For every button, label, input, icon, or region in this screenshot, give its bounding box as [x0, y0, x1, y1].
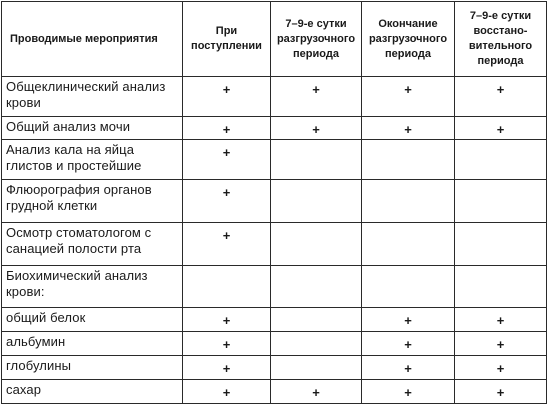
- header-unloading-days-7-9: 7–9-е сутки разгрузочного периода: [271, 2, 362, 77]
- mark-cell: [455, 223, 547, 266]
- mark-cell: +: [455, 332, 547, 356]
- mark-cell: [455, 266, 547, 308]
- mark-cell: +: [362, 77, 455, 117]
- table-row: [2, 77, 547, 117]
- mark-cell: +: [271, 380, 362, 404]
- mark-cell: +: [362, 117, 455, 140]
- mark-cell: +: [183, 380, 271, 404]
- header-recovery-days-7-9: 7–9-е сутки восстано- вительного периода: [455, 2, 547, 77]
- mark-cell: [362, 223, 455, 266]
- table-row: [2, 140, 547, 180]
- row-label: Биохимический анализ крови:: [2, 266, 183, 308]
- row-label: сахар: [2, 380, 183, 404]
- mark-cell: [362, 180, 455, 223]
- procedures-table: [1, 1, 547, 404]
- mark-cell: [455, 180, 547, 223]
- table-row: [2, 380, 547, 404]
- mark-cell: [271, 223, 362, 266]
- mark-cell: +: [183, 332, 271, 356]
- mark-cell: +: [455, 380, 547, 404]
- table-row: [2, 356, 547, 380]
- mark-cell: [271, 266, 362, 308]
- mark-cell: +: [183, 180, 271, 223]
- header-unloading-end: Окончание разгрузочного периода: [362, 2, 455, 77]
- table-row: [2, 117, 547, 140]
- row-label: Общеклинический анализ крови: [2, 77, 183, 117]
- mark-cell: [455, 140, 547, 180]
- mark-cell: +: [271, 77, 362, 117]
- mark-cell: [271, 332, 362, 356]
- header-on-admission: При поступлении: [183, 2, 271, 77]
- mark-cell: [271, 356, 362, 380]
- row-label: общий белок: [2, 308, 183, 332]
- mark-cell: +: [455, 308, 547, 332]
- mark-cell: +: [455, 77, 547, 117]
- mark-cell: +: [362, 308, 455, 332]
- mark-cell: +: [362, 356, 455, 380]
- header-procedures: Проводимые мероприятия: [2, 2, 183, 77]
- table-row: [2, 308, 547, 332]
- mark-cell: +: [362, 380, 455, 404]
- header-row: [2, 2, 547, 77]
- mark-cell: +: [183, 223, 271, 266]
- table-row: [2, 223, 547, 266]
- mark-cell: [271, 140, 362, 180]
- mark-cell: +: [183, 77, 271, 117]
- mark-cell: +: [271, 117, 362, 140]
- mark-cell: [271, 308, 362, 332]
- row-label: Общий анализ мочи: [2, 117, 183, 140]
- mark-cell: +: [183, 117, 271, 140]
- table-row: [2, 266, 547, 308]
- row-label: Флюорография органов грудной клетки: [2, 180, 183, 223]
- mark-cell: +: [183, 140, 271, 180]
- mark-cell: [362, 266, 455, 308]
- table-row: [2, 180, 547, 223]
- mark-cell: +: [455, 356, 547, 380]
- mark-cell: +: [455, 117, 547, 140]
- row-label: Анализ кала на яйца глистов и простейшие: [2, 140, 183, 180]
- mark-cell: +: [183, 356, 271, 380]
- mark-cell: [271, 180, 362, 223]
- row-label: глобулины: [2, 356, 183, 380]
- row-label: Осмотр стоматологом с санацией полости рта: [2, 223, 183, 266]
- table-row: [2, 332, 547, 356]
- mark-cell: [362, 140, 455, 180]
- row-label: альбумин: [2, 332, 183, 356]
- mark-cell: +: [362, 332, 455, 356]
- mark-cell: +: [183, 308, 271, 332]
- mark-cell: [183, 266, 271, 308]
